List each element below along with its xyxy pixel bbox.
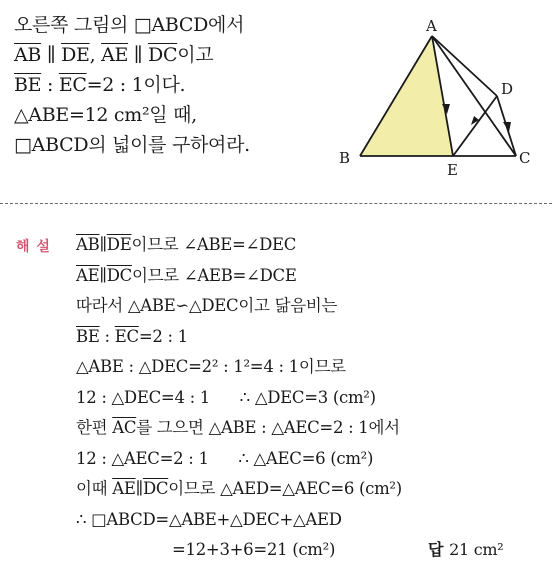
- geometry-figure: [330, 14, 552, 190]
- final-equation: =12+3+6=21 (cm²): [172, 540, 336, 559]
- segment-dc: $\overline{DC}$: [106, 265, 132, 285]
- segment-de: $\overline{DE}$: [61, 44, 90, 66]
- ratio-value: =2 : 1이다.: [86, 74, 186, 96]
- label-b: B: [339, 149, 351, 167]
- solution-line-1: [76, 230, 546, 261]
- solution-line-8: 12 : △AEC=2 : 1 ∴ △AEC=6 (cm²): [76, 448, 374, 468]
- segment-be: $\overline{BE}$: [76, 326, 100, 346]
- line-suffix: 이고: [177, 44, 214, 66]
- ratio-value: =2 : 1: [138, 326, 188, 346]
- segment-ed-line: [453, 96, 497, 156]
- solution-line-2: [76, 261, 546, 292]
- triangle-abe-fill: [360, 36, 453, 156]
- ratio-colon: :: [41, 74, 59, 96]
- segment-ec: $\overline{EC}$: [114, 326, 139, 346]
- line-prefix: 이때: [76, 479, 113, 498]
- segment-ab: $\overline{AB}$: [14, 44, 42, 66]
- solution-line-5: △ABE : △DEC=2² : 1²=4 : 1이므로: [76, 357, 346, 376]
- solution-line-7: [76, 413, 546, 444]
- problem-statement: [14, 10, 344, 160]
- answer-value: 21 cm²: [449, 540, 504, 559]
- problem-line-2: [14, 40, 344, 70]
- parallel-symbol: ∥: [99, 235, 107, 254]
- answer: [428, 535, 503, 566]
- line-text: 이므로 △AED=△AEC=6 (cm²): [168, 479, 402, 498]
- problem-line-5: □ABCD의 넓이를 구하여라.: [14, 134, 250, 156]
- segment-ae: $\overline{AE}$: [112, 479, 136, 498]
- parallel-symbol: ∥: [99, 265, 107, 285]
- line-text: 이므로 ∠AEB=∠DCE: [131, 265, 297, 285]
- solution-tag: 해 설: [16, 239, 51, 255]
- ratio-colon: :: [99, 326, 115, 346]
- segment-ac: $\overline{AC}$: [112, 418, 137, 437]
- segment-ae: $\overline{AE}$: [101, 44, 129, 66]
- parallel-symbol: ∥: [41, 44, 62, 66]
- solution-line-4: [76, 322, 546, 353]
- solution-line-9: [76, 474, 546, 505]
- solution-body: [76, 230, 546, 566]
- comma: ,: [89, 44, 102, 66]
- section-divider: [0, 203, 552, 204]
- label-c: C: [519, 149, 531, 167]
- line-prefix: 한편: [76, 418, 113, 437]
- problem-line-3: [14, 70, 344, 100]
- line-text: 를 그으면 △ABE : △AEC=2 : 1에서: [136, 418, 400, 437]
- segment-dc: $\overline{DC}$: [148, 44, 178, 66]
- label-e: E: [447, 161, 458, 179]
- solution-line-6: 12 : △DEC=4 : 1 ∴ △DEC=3 (cm²): [76, 387, 376, 407]
- segment-ab: $\overline{AB}$: [76, 235, 100, 254]
- segment-de: $\overline{DE}$: [106, 235, 132, 254]
- solution-line-10: ∴ □ABCD=△ABE+△DEC+△AED: [76, 509, 342, 529]
- problem-line-4: △ABE=12 cm²일 때,: [14, 104, 197, 126]
- parallel-symbol: ∥: [128, 44, 149, 66]
- line-text: 이므로 ∠ABE=∠DEC: [131, 235, 297, 254]
- answer-label: 답: [428, 540, 444, 559]
- segment-ec: $\overline{EC}$: [58, 74, 87, 96]
- label-d: D: [501, 80, 514, 98]
- solution-line-3: 따라서 △ABE∽△DEC이고 닮음비는: [76, 296, 338, 315]
- segment-be: $\overline{BE}$: [14, 74, 42, 96]
- solution-line-11: [76, 535, 546, 566]
- label-a: A: [426, 17, 437, 35]
- parallel-symbol: ∥: [135, 479, 143, 498]
- problem-line-1: 오른쪽 그림의 □ABCD에서: [14, 14, 245, 36]
- segment-ae: $\overline{AE}$: [76, 265, 100, 285]
- segment-dc: $\overline{DC}$: [142, 479, 169, 498]
